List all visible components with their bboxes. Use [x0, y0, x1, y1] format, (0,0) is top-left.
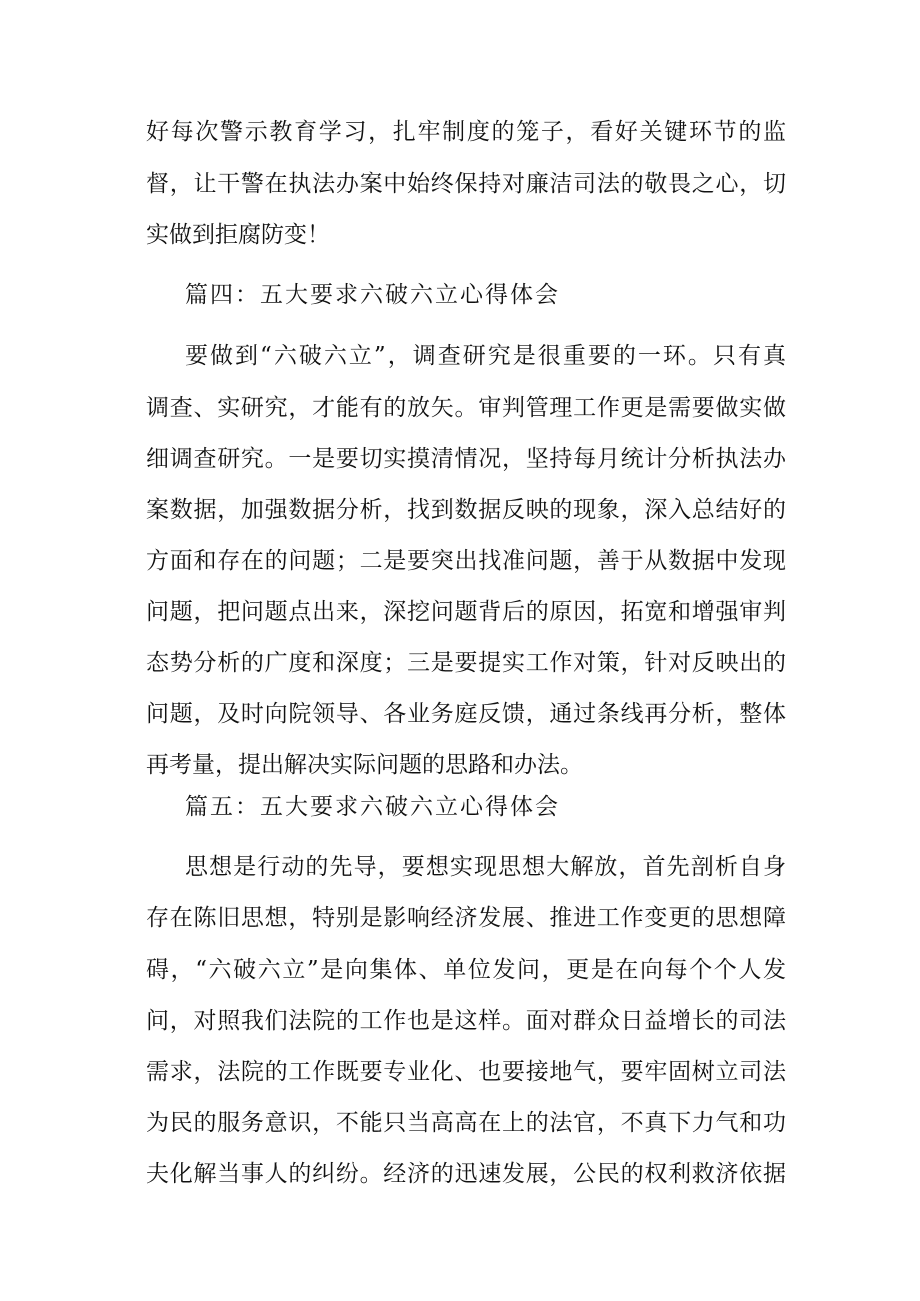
paragraph-2-line-8: 问题，及时向院领导、各业务庭反馈，通过条线再分析，整体	[146, 701, 786, 727]
paragraph-2-line-2: 调查、实研究，才能有的放矢。审判管理工作更是需要做实做	[146, 395, 786, 421]
paragraph-1-line-3: 实做到拒腐防变！	[146, 222, 330, 248]
paragraph-3-line-6: 为民的服务意识，不能只当高高在上的法官，不真下力气和功	[146, 1110, 786, 1136]
paragraph-2-line-6: 问题，把问题点出来，深挖问题背后的原因，拓宽和增强审判	[146, 599, 786, 625]
paragraph-3-line-5: 需求，法院的工作既要专业化、也要接地气，要牢固树立司法	[146, 1059, 786, 1085]
paragraph-3-line-3: 碍，“六破六立”是向集体、单位发问，更是在向每个个人发	[146, 957, 786, 983]
paragraph-2-line-3: 细调查研究。一是要切实摸清情况，坚持每月统计分析执法办	[146, 446, 786, 472]
paragraph-2-line-5: 方面和存在的问题；二是要突出找准问题，善于从数据中发现	[146, 548, 786, 574]
paragraph-3-line-1: 思想是行动的先导，要想实现思想大解放，首先剖析自身	[185, 854, 786, 880]
paragraph-1-line-1: 好每次警示教育学习，扎牢制度的笼子，看好关键环节的监	[146, 119, 786, 145]
paragraph-2-line-1: 要做到“六破六立”，调查研究是很重要的一环。只有真	[185, 343, 786, 369]
paragraph-2-line-9: 再考量，提出解决实际问题的思路和办法。	[146, 752, 583, 778]
paragraph-3-line-4: 问，对照我们法院的工作也是这样。面对群众日益增长的司法	[146, 1008, 786, 1034]
paragraph-3-line-2: 存在陈旧思想，特别是影响经济发展、推进工作变更的思想障	[146, 905, 786, 931]
section-heading-4: 篇四：五大要求六破六立心得体会	[185, 282, 560, 308]
paragraph-3-line-7: 夫化解当事人的纠纷。经济的迅速发展，公民的权利救济依据	[146, 1161, 786, 1187]
paragraph-2-line-7: 态势分析的广度和深度；三是要提实工作对策，针对反映出的	[146, 650, 786, 676]
paragraph-2-line-4: 案数据，加强数据分析，找到数据反映的现象，深入总结好的	[146, 497, 786, 523]
paragraph-1-line-2: 督，让干警在执法办案中始终保持对廉洁司法的敬畏之心，切	[146, 171, 786, 197]
section-heading-5: 篇五：五大要求六破六立心得体会	[185, 794, 560, 820]
